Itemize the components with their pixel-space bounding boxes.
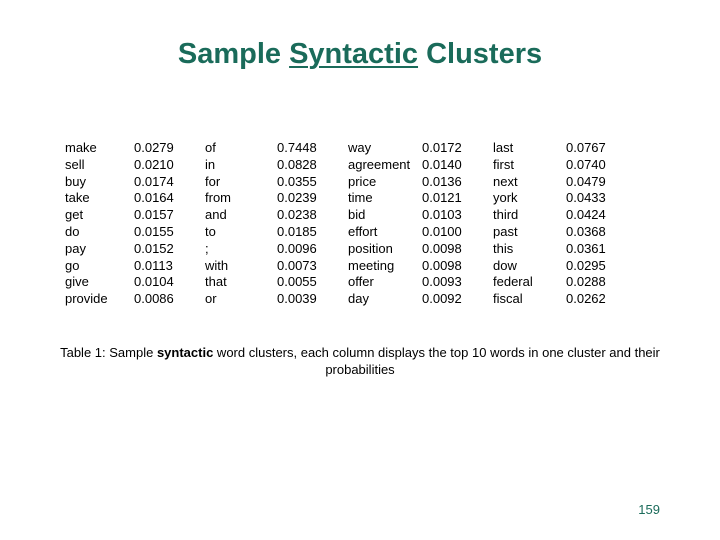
cluster-word: third: [493, 207, 519, 223]
cluster-word: make: [65, 140, 97, 155]
cluster-probability: 0.0055: [277, 274, 317, 290]
cluster-word: last: [493, 140, 514, 155]
cluster-probability: 0.0295: [566, 257, 606, 273]
cluster-probability: 0.0152: [134, 240, 174, 256]
cluster-word: ;: [205, 240, 209, 256]
cluster-2-probs: [277, 140, 317, 308]
cluster-word: effort: [348, 223, 378, 239]
caption-suffix: word clusters, each column displays the top 10 words in one cluster and their probabilities: [213, 345, 660, 377]
cluster-word: of: [205, 140, 216, 155]
cluster-probability: 0.0361: [566, 240, 606, 256]
cluster-word: next: [493, 173, 518, 189]
cluster-probability: 0.0086: [134, 291, 174, 307]
cluster-4-probs: [566, 140, 606, 308]
cluster-probability: 0.0140: [422, 156, 462, 172]
cluster-word: from: [205, 190, 231, 206]
cluster-word: sell: [65, 156, 85, 172]
cluster-probability: 0.0368: [566, 223, 606, 239]
cluster-word: provide: [65, 291, 108, 307]
cluster-word: meeting: [348, 257, 395, 273]
cluster-3-words: [348, 140, 410, 308]
cluster-probability: 0.0100: [422, 223, 462, 239]
cluster-probability: 0.0767: [566, 140, 606, 155]
cluster-probability: 0.0092: [422, 291, 462, 307]
cluster-probability: 0.0210: [134, 156, 174, 172]
cluster-probability: 0.0355: [277, 173, 317, 189]
table-caption: [40, 344, 680, 378]
cluster-word: first: [493, 156, 514, 172]
cluster-word: offer: [348, 274, 374, 290]
cluster-probability: 0.0073: [277, 257, 317, 273]
cluster-probability: 0.0121: [422, 190, 462, 206]
cluster-probability: 0.0239: [277, 190, 317, 206]
cluster-word: fiscal: [493, 291, 523, 307]
cluster-word: time: [348, 190, 373, 206]
cluster-probability: 0.0262: [566, 291, 606, 307]
cluster-2-words: [205, 140, 231, 308]
cluster-word: day: [348, 291, 369, 307]
cluster-probability: 0.0479: [566, 173, 606, 189]
cluster-word: dow: [493, 257, 517, 273]
title-suffix: Clusters: [418, 38, 543, 70]
cluster-word: in: [205, 156, 216, 172]
cluster-probability: 0.0424: [566, 207, 606, 223]
cluster-word: go: [65, 257, 80, 273]
cluster-probability: 0.0828: [277, 156, 317, 172]
cluster-word: bid: [348, 207, 366, 223]
cluster-word: or: [205, 291, 217, 307]
cluster-probability: 0.7448: [277, 140, 317, 155]
cluster-4-words: [493, 140, 533, 308]
cluster-probability: 0.0039: [277, 291, 317, 307]
cluster-word: past: [493, 223, 518, 239]
cluster-probability: 0.0288: [566, 274, 606, 290]
cluster-probability: 0.0433: [566, 190, 606, 206]
cluster-word: do: [65, 223, 80, 239]
cluster-word: way: [348, 140, 372, 155]
cluster-probability: 0.0740: [566, 156, 606, 172]
cluster-word: york: [493, 190, 518, 206]
cluster-probability: 0.0098: [422, 240, 462, 256]
cluster-probability: 0.0174: [134, 173, 174, 189]
cluster-word: pay: [65, 240, 86, 256]
cluster-word: agreement: [348, 156, 411, 172]
slide-title: [0, 38, 720, 71]
cluster-probability: 0.0164: [134, 190, 174, 206]
cluster-probability: 0.0238: [277, 207, 317, 223]
cluster-word: get: [65, 207, 84, 223]
cluster-probability: 0.0096: [277, 240, 317, 256]
cluster-1-words: [65, 140, 108, 308]
page-number: 159: [638, 502, 660, 517]
cluster-probability: 0.0155: [134, 223, 174, 239]
cluster-word: for: [205, 173, 221, 189]
cluster-probability: 0.0185: [277, 223, 317, 239]
cluster-probability: 0.0279: [134, 140, 174, 155]
cluster-3-probs: [422, 140, 462, 308]
cluster-word: give: [65, 274, 89, 290]
cluster-probability: 0.0104: [134, 274, 174, 290]
cluster-word: price: [348, 173, 377, 189]
cluster-probability: 0.0093: [422, 274, 462, 290]
title-prefix: Sample: [177, 38, 290, 70]
cluster-word: with: [205, 257, 229, 273]
caption-prefix: Table 1: Sample: [60, 345, 157, 360]
cluster-probability: 0.0103: [422, 207, 462, 223]
caption-emphasis: syntactic: [156, 345, 214, 360]
cluster-word: take: [65, 190, 90, 206]
cluster-word: position: [348, 240, 393, 256]
cluster-word: federal: [493, 274, 533, 290]
cluster-word: to: [205, 223, 216, 239]
title-emphasis: Syntactic: [289, 38, 419, 70]
cluster-probability: 0.0157: [134, 207, 174, 223]
cluster-word: this: [493, 240, 514, 256]
cluster-probability: 0.0172: [422, 140, 462, 155]
cluster-table: [0, 140, 720, 310]
cluster-word: and: [205, 207, 227, 223]
cluster-1-probs: [134, 140, 174, 308]
cluster-probability: 0.0113: [134, 257, 173, 273]
cluster-word: buy: [65, 173, 86, 189]
cluster-probability: 0.0098: [422, 257, 462, 273]
cluster-probability: 0.0136: [422, 173, 462, 189]
cluster-word: that: [205, 274, 227, 290]
